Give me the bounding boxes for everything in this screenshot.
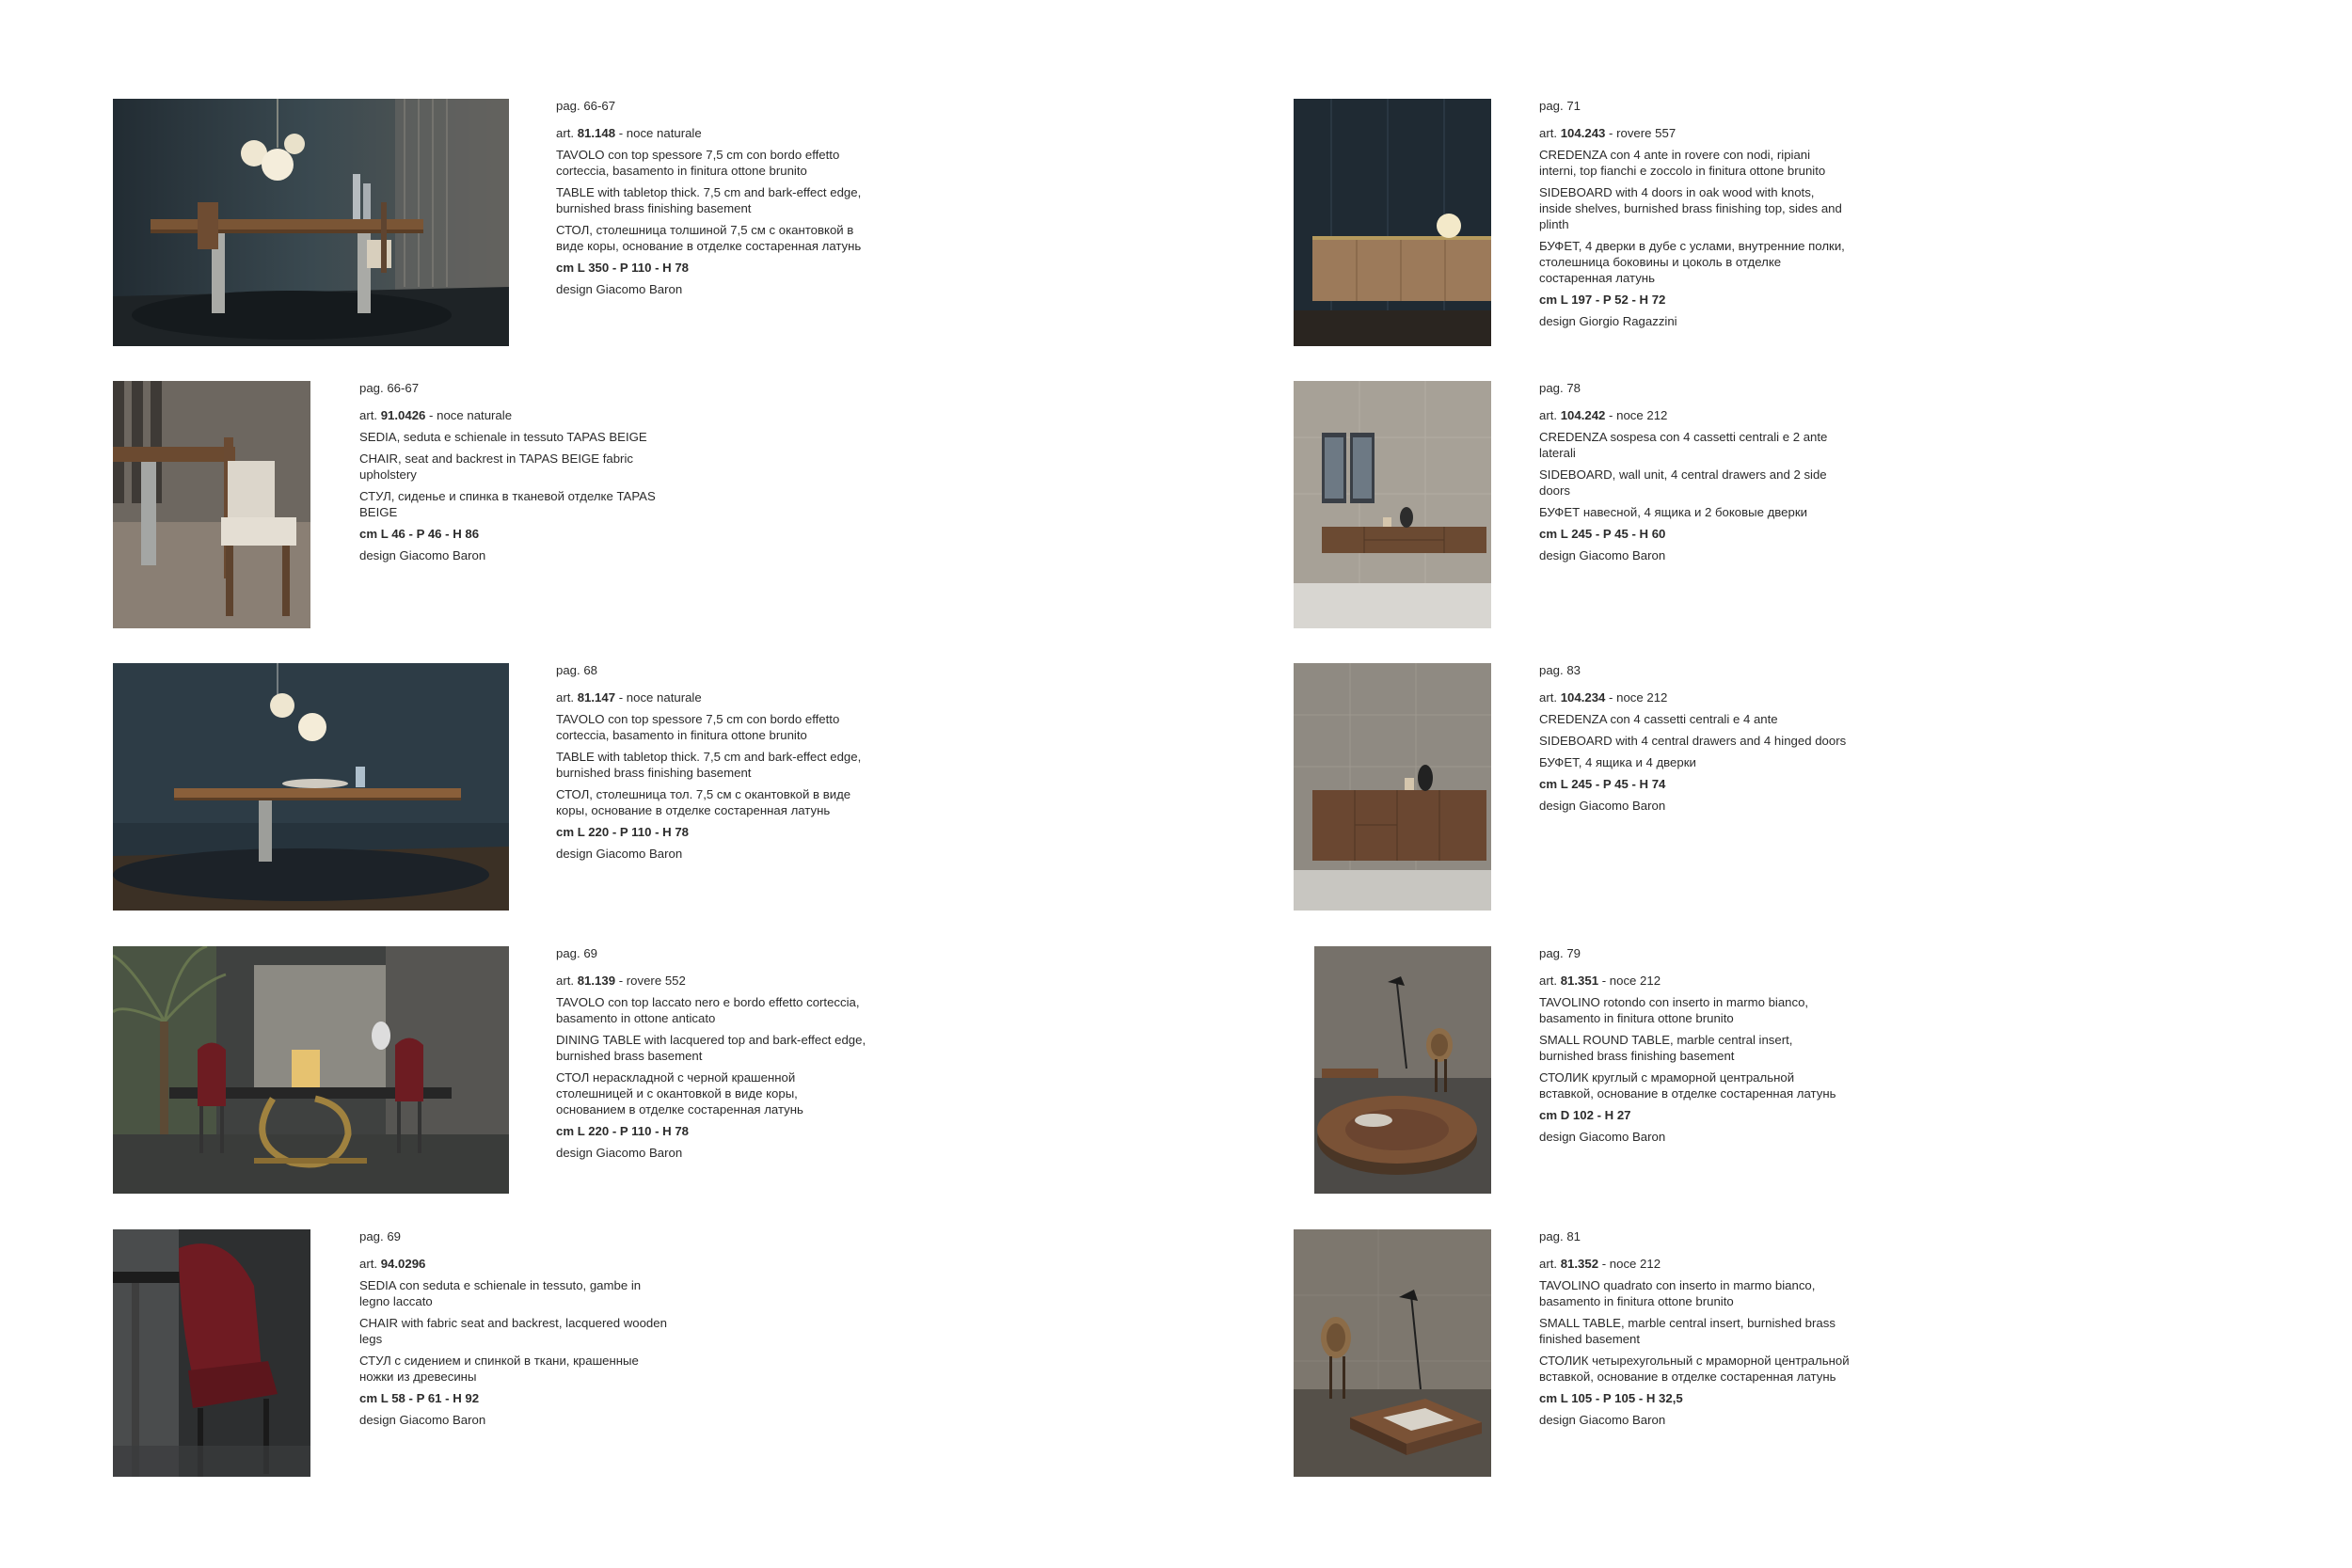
product-photo-wall-sideboard bbox=[1294, 381, 1491, 628]
article-code: 81.351 bbox=[1560, 974, 1599, 988]
page-ref: pag. 81 bbox=[1539, 1229, 1581, 1243]
dimensions: cm L 105 - P 105 - H 32,5 bbox=[1539, 1391, 1683, 1405]
article-finish: - noce 212 bbox=[1598, 974, 1661, 988]
page-ref: pag. 68 bbox=[556, 663, 597, 677]
article-line bbox=[359, 1256, 670, 1272]
article-prefix: art. bbox=[359, 1257, 381, 1271]
article-code: 81.148 bbox=[577, 126, 616, 140]
article-line bbox=[556, 125, 866, 141]
description-russian: БУФЕТ, 4 ящика и 4 дверки bbox=[1539, 755, 1696, 769]
page-ref: pag. 83 bbox=[1539, 663, 1581, 677]
page-ref: pag. 69 bbox=[556, 946, 597, 960]
description-english: SIDEBOARD with 4 doors in oak wood with knots, inside shelves, burnished brass finishing top, sides and plinth bbox=[1539, 185, 1842, 231]
dimensions: cm D 102 - H 27 bbox=[1539, 1108, 1631, 1122]
product-info-910426 bbox=[359, 380, 670, 563]
dimensions: cm L 245 - P 45 - H 74 bbox=[1539, 777, 1666, 791]
designer: design Giacomo Baron bbox=[556, 847, 683, 861]
product-info-940296 bbox=[359, 1228, 670, 1428]
article-finish: - noce 212 bbox=[1605, 690, 1668, 705]
article-prefix: art. bbox=[1539, 1257, 1561, 1271]
article-prefix: art. bbox=[1539, 408, 1561, 422]
article-finish: - rovere 552 bbox=[615, 974, 686, 988]
description-english: CHAIR with fabric seat and backrest, lacquered wooden legs bbox=[359, 1316, 667, 1346]
product-info-104234 bbox=[1539, 662, 1850, 814]
article-line bbox=[1539, 973, 1850, 989]
description-russian: СТОЛ, столешница тол. 7,5 см с окантовкой в виде коры, основание в отделке состаренная латунь bbox=[556, 787, 851, 817]
product-info-104243 bbox=[1539, 98, 1850, 329]
description-italian: CREDENZA con 4 cassetti centrali e 4 ante bbox=[1539, 712, 1778, 726]
article-code: 81.139 bbox=[577, 974, 616, 988]
product-photo-round-coffee-table bbox=[1294, 946, 1491, 1194]
page-ref: pag. 66-67 bbox=[359, 381, 420, 395]
description-english: SIDEBOARD, wall unit, 4 central drawers and 2 side doors bbox=[1539, 467, 1827, 498]
description-italian: TAVOLINO rotondo con inserto in marmo bianco, basamento in finitura ottone brunito bbox=[1539, 995, 1809, 1025]
product-photo-chair bbox=[113, 381, 310, 628]
article-code: 81.147 bbox=[577, 690, 616, 705]
product-info-81351 bbox=[1539, 945, 1850, 1145]
product-info-81148 bbox=[556, 98, 866, 297]
description-italian: SEDIA con seduta e schienale in tessuto, gambe in legno laccato bbox=[359, 1278, 642, 1308]
description-english: SMALL TABLE, marble central insert, burnished brass finished basement bbox=[1539, 1316, 1836, 1346]
description-english: DINING TABLE with lacquered top and bark-effect edge, burnished brass basement bbox=[556, 1033, 866, 1063]
description-english: TABLE with tabletop thick. 7,5 cm and bark-effect edge, burnished brass finishing basement bbox=[556, 750, 862, 780]
description-italian: CREDENZA con 4 ante in rovere con nodi, ripiani interni, top fianchi e zoccolo in finitura ottone brunito bbox=[1539, 148, 1826, 178]
product-info-81139 bbox=[556, 945, 866, 1161]
product-photo-dining-table bbox=[113, 99, 509, 346]
product-photo-floor-sideboard bbox=[1294, 663, 1491, 911]
designer: design Giacomo Baron bbox=[1539, 548, 1666, 562]
article-prefix: art. bbox=[1539, 690, 1561, 705]
article-prefix: art. bbox=[556, 126, 578, 140]
designer: design Giacomo Baron bbox=[1539, 1413, 1666, 1427]
description-russian: СТОЛИК четырехугольный с мраморной центральной вставкой, основание в отделке состаренная латунь bbox=[1539, 1354, 1850, 1384]
description-italian: TAVOLINO quadrato con inserto in marmo bianco, basamento in finitura ottone brunito bbox=[1539, 1278, 1816, 1308]
article-prefix: art. bbox=[556, 690, 578, 705]
dimensions: cm L 350 - P 110 - H 78 bbox=[556, 261, 689, 275]
article-line bbox=[1539, 407, 1850, 423]
description-russian: СТУЛ, сиденье и спинка в тканевой отделке TAPAS BEIGE bbox=[359, 489, 656, 519]
description-russian: БУФЕТ навесной, 4 ящика и 2 боковые дверки bbox=[1539, 505, 1807, 519]
page-ref: pag. 69 bbox=[359, 1229, 401, 1243]
description-italian: TAVOLO con top spessore 7,5 cm con bordo effetto corteccia, basamento in finitura ottone brunito bbox=[556, 712, 840, 742]
description-russian: СТУЛ с сидением и спинкой в ткани, крашенные ножки из древесины bbox=[359, 1354, 639, 1384]
dimensions: cm L 58 - P 61 - H 92 bbox=[359, 1391, 480, 1405]
article-finish: - noce naturale bbox=[425, 408, 513, 422]
article-code: 104.234 bbox=[1560, 690, 1606, 705]
article-finish: - noce 212 bbox=[1605, 408, 1668, 422]
article-line bbox=[556, 973, 866, 989]
description-russian: СТОЛ, столешница толшиной 7,5 см с окантовкой в виде коры, основание в отделке состаренная латунь bbox=[556, 223, 862, 253]
article-finish: - rovere 557 bbox=[1605, 126, 1677, 140]
description-italian: SEDIA, seduta e schienale in tessuto TAPAS BEIGE bbox=[359, 430, 647, 444]
dimensions: cm L 245 - P 45 - H 60 bbox=[1539, 527, 1666, 541]
article-prefix: art. bbox=[1539, 974, 1561, 988]
dimensions: cm L 197 - P 52 - H 72 bbox=[1539, 293, 1666, 307]
description-russian: СТОЛ нераскладной с черной крашенной столешницей и с окантовкой в виде коры, основанием в отделке состаренная латунь bbox=[556, 1070, 803, 1117]
product-info-81352 bbox=[1539, 1228, 1850, 1428]
product-info-104242 bbox=[1539, 380, 1850, 563]
page-ref: pag. 78 bbox=[1539, 381, 1581, 395]
product-info-81147 bbox=[556, 662, 866, 862]
page-ref: pag. 79 bbox=[1539, 946, 1581, 960]
article-code: 104.243 bbox=[1560, 126, 1606, 140]
article-code: 104.242 bbox=[1560, 408, 1606, 422]
article-prefix: art. bbox=[359, 408, 381, 422]
article-finish: - noce 212 bbox=[1598, 1257, 1661, 1271]
article-prefix: art. bbox=[1539, 126, 1561, 140]
product-photo-square-coffee-table bbox=[1294, 1229, 1491, 1477]
description-italian: TAVOLO con top spessore 7,5 cm con bordo effetto corteccia, basamento in finitura ottone brunito bbox=[556, 148, 840, 178]
article-finish: - noce naturale bbox=[615, 126, 702, 140]
article-prefix: art. bbox=[556, 974, 578, 988]
description-english: TABLE with tabletop thick. 7,5 cm and bark-effect edge, burnished brass finishing basement bbox=[556, 185, 862, 215]
article-code: 91.0426 bbox=[380, 408, 426, 422]
product-photo-black-table bbox=[113, 946, 509, 1194]
designer: design Giacomo Baron bbox=[1539, 1130, 1666, 1144]
dimensions: cm L 46 - P 46 - H 86 bbox=[359, 527, 480, 541]
article-code: 94.0296 bbox=[380, 1257, 426, 1271]
designer: design Giorgio Ragazzini bbox=[1539, 314, 1677, 328]
article-line bbox=[359, 407, 670, 423]
designer: design Giacomo Baron bbox=[556, 282, 683, 296]
description-english: SIDEBOARD with 4 central drawers and 4 hinged doors bbox=[1539, 734, 1847, 748]
description-english: SMALL ROUND TABLE, marble central insert, burnished brass finishing basement bbox=[1539, 1033, 1793, 1063]
designer: design Giacomo Baron bbox=[359, 1413, 486, 1427]
article-line bbox=[1539, 125, 1850, 141]
description-russian: СТОЛИК круглый с мраморной центральной вставкой, основание в отделке состаренная латунь bbox=[1539, 1070, 1836, 1101]
dimensions: cm L 220 - P 110 - H 78 bbox=[556, 1124, 689, 1138]
dimensions: cm L 220 - P 110 - H 78 bbox=[556, 825, 689, 839]
article-line bbox=[1539, 689, 1850, 705]
article-finish: - noce naturale bbox=[615, 690, 702, 705]
product-photo-red-chair bbox=[113, 1229, 310, 1477]
article-code: 81.352 bbox=[1560, 1257, 1599, 1271]
page-ref: pag. 71 bbox=[1539, 99, 1581, 113]
product-photo-table-pendant bbox=[113, 663, 509, 911]
product-photo-oak-sideboard bbox=[1294, 99, 1491, 346]
designer: design Giacomo Baron bbox=[556, 1146, 683, 1160]
designer: design Giacomo Baron bbox=[1539, 799, 1666, 813]
description-english: CHAIR, seat and backrest in TAPAS BEIGE fabric upholstery bbox=[359, 451, 633, 482]
page-ref: pag. 66-67 bbox=[556, 99, 616, 113]
designer: design Giacomo Baron bbox=[359, 548, 486, 562]
article-line bbox=[556, 689, 866, 705]
description-russian: БУФЕТ, 4 дверки в дубе с услами, внутренние полки, столешница боковины и цоколь в отделке состаренная латунь bbox=[1539, 239, 1845, 285]
description-italian: CREDENZA sospesa con 4 cassetti centrali e 2 ante laterali bbox=[1539, 430, 1828, 460]
description-italian: TAVOLO con top laccato nero e bordo effetto corteccia, basamento in ottone anticato bbox=[556, 995, 860, 1025]
article-line bbox=[1539, 1256, 1850, 1272]
